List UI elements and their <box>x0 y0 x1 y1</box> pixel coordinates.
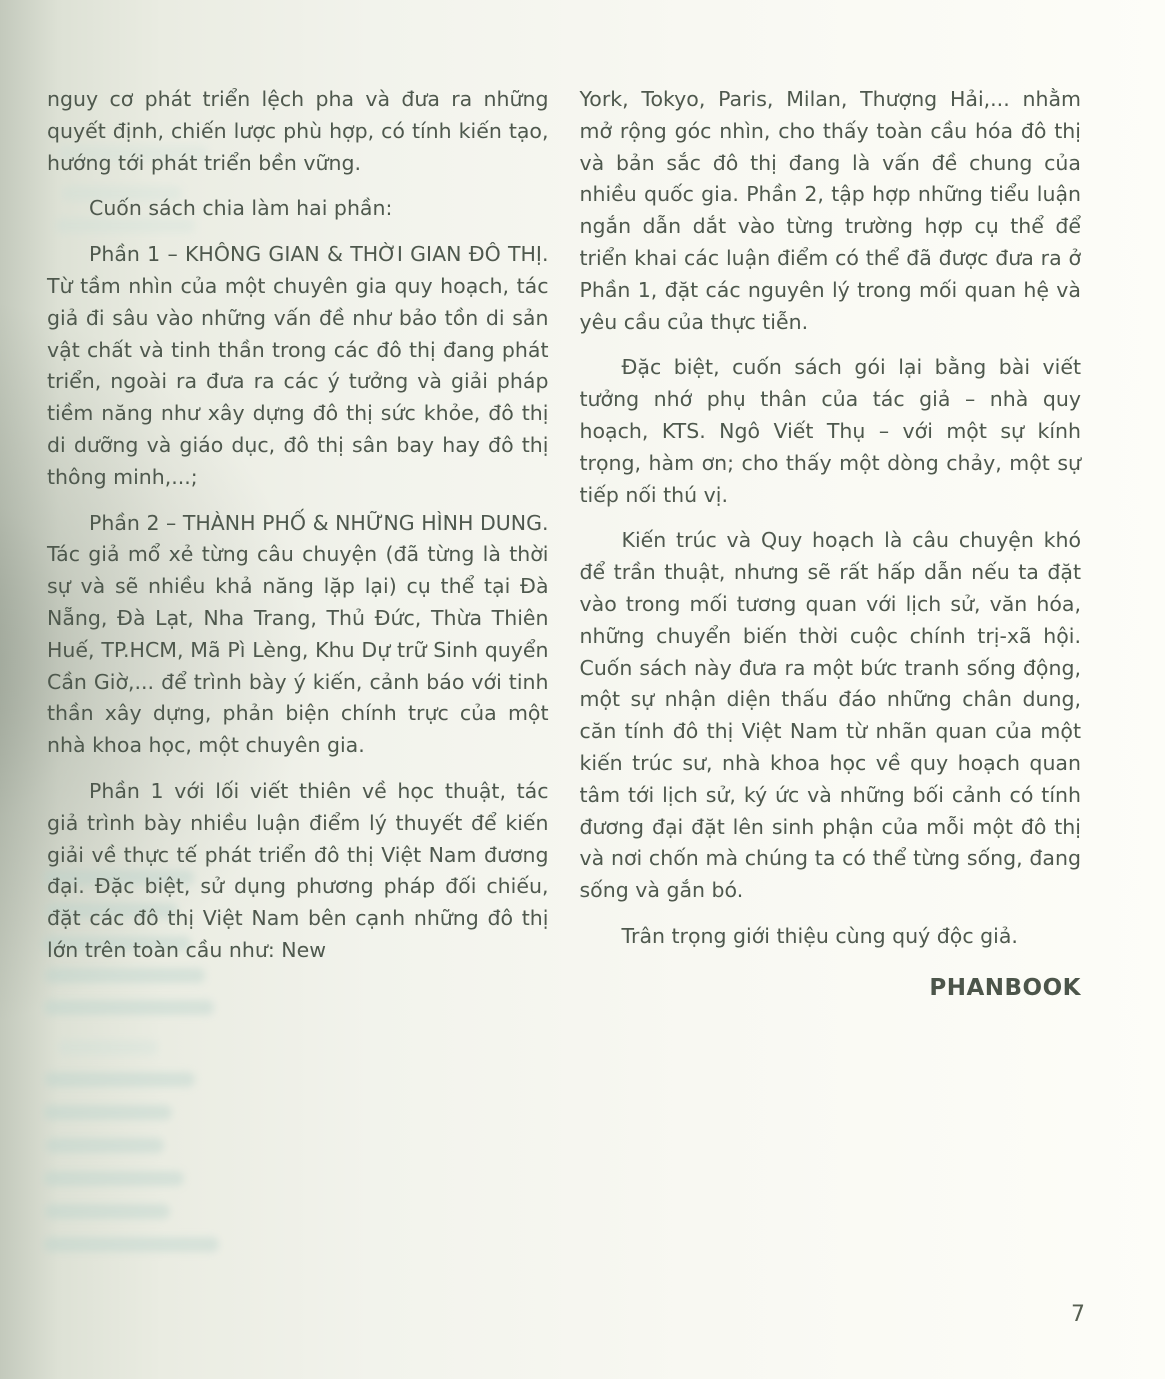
paragraph: Đặc biệt, cuốn sách gói lại bằng bài viết tưởng nhớ phụ thân của tác giả – nhà quy hoạch, KTS. Ngô Viết Thụ – với một sự kính trọng, hàm ơn; cho thấy một dòng chảy, một sự tiếp nối thú vị. <box>579 355 1081 507</box>
bleedthrough-line <box>44 1105 172 1120</box>
bleedthrough-line <box>44 1171 184 1186</box>
page-number: 7 <box>1071 1302 1085 1327</box>
right-column <box>580 84 1082 1005</box>
bleedthrough-line <box>58 1040 158 1055</box>
left-column <box>47 84 549 1005</box>
paragraph: Kiến trúc và Quy hoạch là câu chuyện khó để trần thuật, nhưng sẽ rất hấp dẫn nếu ta đặt vào trong mối tương quan với lịch sử, văn hóa, những chuyển biến thời cuộc chính trị-xã hội. Cuốn sách này đưa ra một bức tranh sống động, một sự nhận diện thấu đáo những chân dung, căn tính đô thị Việt Nam từ nhãn quan của một kiến trúc sư, nhà khoa học về quy hoạch quan tâm tới lịch sử, ký ức và những bối cảnh có tính đương đại đặt lên sinh phận của mỗi một đô thị và nơi chốn mà chúng ta có thể từng sống, đang sống và gắn bó. <box>579 528 1081 903</box>
paragraph: nguy cơ phát triển lệch pha và đưa ra những quyết định, chiến lược phù hợp, có tính kiến tạo, hướng tới phát triển bền vững. <box>47 87 549 175</box>
bleedthrough-line <box>45 1072 195 1087</box>
page-body <box>47 84 1081 1005</box>
paragraph: Phần 2 – THÀNH PHỐ & NHỮNG HÌNH DUNG. Tác giả mổ xẻ từng câu chuyện (đã từng là thời sự và sẽ nhiều khả năng lặp lại) cụ thể tại Đà Nẵng, Đà Lạt, Nha Trang, Thủ Đức, Thừa Thiên Huế, TP.HCM, Mã Pì Lèng, Khu Dự trữ Sinh quyển Cần Giờ,... để trình bày ý kiến, cảnh báo với tinh thần xây dựng, phản biện chính trực của một nhà khoa học, một chuyên gia. <box>47 510 549 758</box>
paragraph: Cuốn sách chia làm hai phần: <box>89 196 393 221</box>
bleedthrough-line <box>45 1204 170 1219</box>
paragraph: Phần 1 với lối viết thiên về học thuật, tác giả trình bày nhiều luận điểm lý thuyết để kiến giải về thực tế phát triển đô thị Việt Nam đương đại. Đặc biệt, sử dụng phương pháp đối chiếu, đặt các đô thị Việt Nam bên cạnh những đô thị lớn trên toàn cầu như: New <box>47 778 549 962</box>
bleedthrough-line <box>46 1138 164 1153</box>
paragraph: York, Tokyo, Paris, Milan, Thượng Hải,... nhằm mở rộng góc nhìn, cho thấy toàn cầu hóa đô thị và bản sắc đô thị đang là vấn đề chung của nhiều quốc gia. Phần 2, tập hợp những tiểu luận ngắn dẫn dắt vào từng trường hợp cụ thể để triển khai các luận điểm có thể đã được đưa ra ở Phần 1, đặt các nguyên lý trong mối quan hệ và yêu cầu của thực tiễn. <box>579 87 1081 334</box>
paragraph: Trân trọng giới thiệu cùng quý độc giả. <box>621 923 1018 948</box>
paragraph: Phần 1 – KHÔNG GIAN & THỜI GIAN ĐÔ THỊ. Từ tầm nhìn của một chuyên gia quy hoạch, tác giả đi sâu vào những vấn đề như bảo tồn di sản vật chất và tinh thần trong các đô thị đang phát triển, ngoài ra đưa ra các ý tưởng và giải pháp tiềm năng như xây dựng đô thị sức khỏe, đô thị di dưỡng và giáo dục, đô thị sân bay hay đô thị thông minh,...; <box>47 242 549 489</box>
publisher-signature: PHANBOOK <box>929 974 1081 1001</box>
bleedthrough-line <box>44 1237 219 1252</box>
